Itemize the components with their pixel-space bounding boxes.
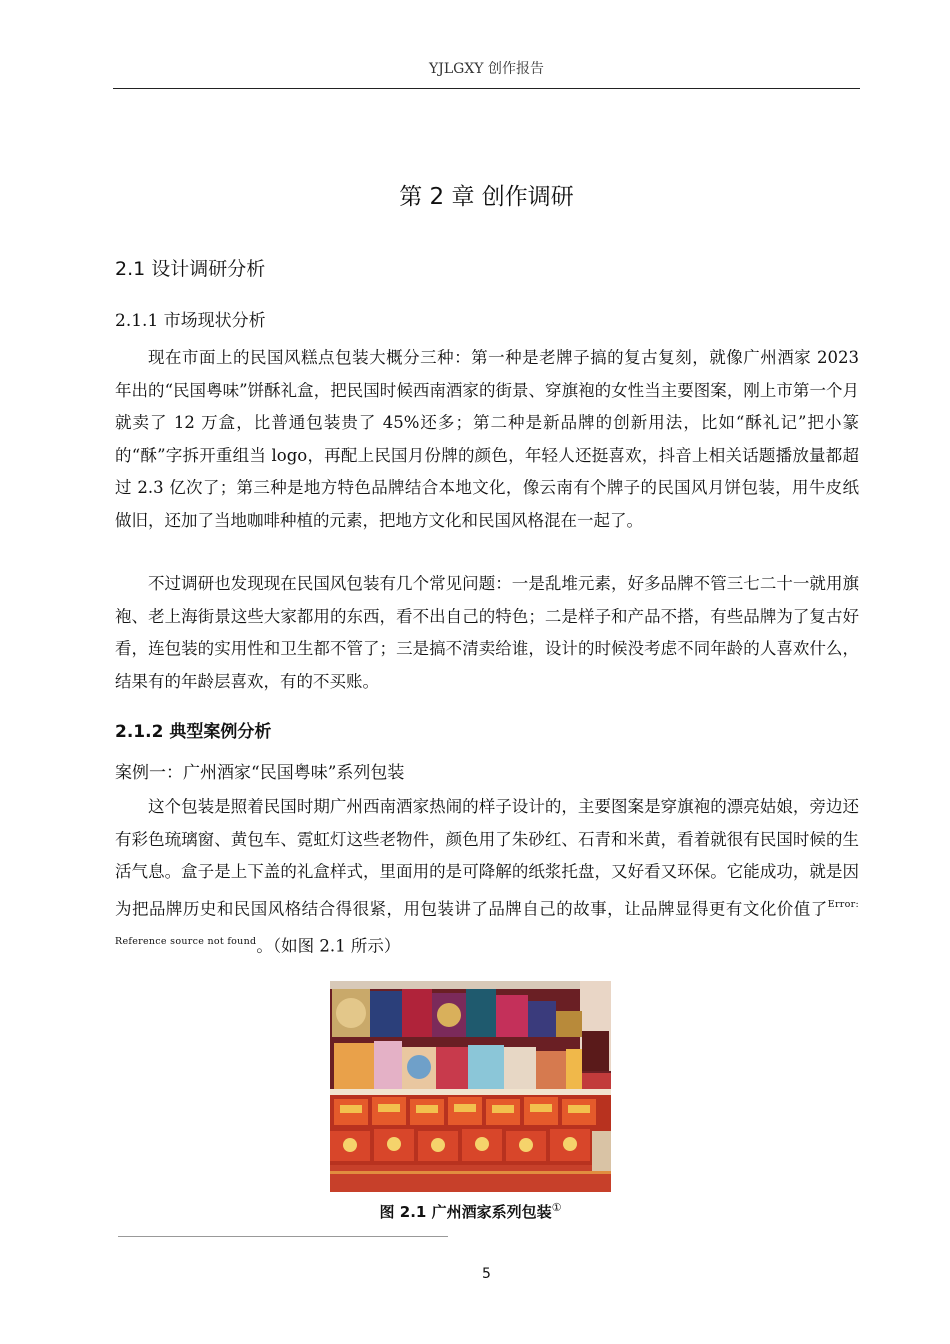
page-number: 5 [482, 1266, 491, 1282]
subsection-heading-cases: 2.1.2 典型案例分析 [115, 722, 272, 742]
section-heading: 2.1 设计调研分析 [115, 258, 266, 280]
header-rule [113, 88, 860, 89]
figure-caption [330, 1201, 611, 1222]
reference-error: Error: Reference source not found [115, 898, 859, 947]
paragraph-market-problems: 不过调研也发现现在民国风包装有几个常见问题：一是乱堆元素，好多品牌不管三七二十一就用旗袍、老上海街景这些大家都用的东西，看不出自己的特色；二是样子和产品不搭，有些品牌为了复古好看，连包装的实用性和卫生都不管了；三是搞不清卖给谁，设计的时候没考虑不同年龄的人喜欢什么，结果有的年龄层喜欢，有的不买账。 [115, 574, 859, 691]
paragraph-case-description [115, 791, 859, 963]
chapter-title: 第 2 章 创作调研 [399, 184, 574, 210]
subsection-heading-market: 2.1.1 市场现状分析 [115, 311, 266, 331]
running-header: YJLGXY 创作报告 [429, 61, 544, 77]
figure-caption-text: 图 2.1 广州酒家系列包装 [379, 1203, 552, 1221]
footnote-marker: ① [551, 1201, 562, 1214]
packaging-photo-illustration [330, 981, 611, 1192]
case-text-tail: 。（如图 2.1 所示） [256, 936, 401, 956]
figure-photo-packaging [330, 981, 611, 1192]
case-text: 这个包装是照着民国时期广州西南酒家热闹的样子设计的，主要图案是穿旗袍的漂亮姑娘，旁边还有彩色琉璃窗、黄包车、霓虹灯这些老物件，颜色用了朱砂红、石青和米黄，看着就很有民国时候的生活气息。盒子是上下盖的礼盒样式，里面用的是可降解的纸浆托盘，又好看又环保。它能成功，就是因为把品牌历史和民国风格结合得很紧，用包装讲了品牌自己的故事，让品牌显得更有文化价值了 [115, 797, 859, 919]
case-title: 案例一：广州酒家“民国粤味”系列包装 [115, 763, 405, 783]
footnote-rule [118, 1236, 448, 1237]
paragraph-market-status: 现在市面上的民国风糕点包装大概分三种：第一种是老牌子搞的复古复刻，就像广州酒家 2023 年出的“民国粤味”饼酥礼盒，把民国时候西南酒家的街景、穿旗袍的女性当主要图案，刚上市第一个月就卖了 12 万盒，比普通包装贵了 45%还多；第二种是新品牌的创新用法，比如“酥礼记”把小篆的“酥”字拆开重组当 logo，再配上民国月份牌的颜色，年轻人还挺喜欢，抖音上相关话题播放量都超过 2.3 亿次了；第三种是地方特色品牌结合本地文化，像云南有个牌子的民国风月饼包装，用牛皮纸做旧，还加了当地咖啡种植的元素，把地方文化和民国风格混在一起了。 [115, 348, 859, 530]
